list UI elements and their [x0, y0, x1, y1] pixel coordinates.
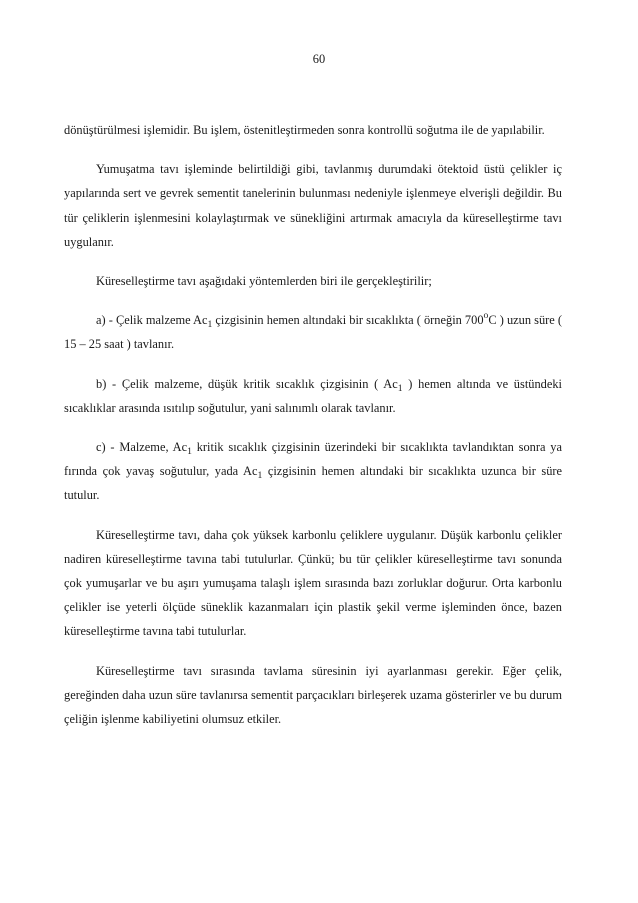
method-b: [64, 372, 562, 420]
method-a-prefix: a) - Çelik malzeme Ac: [96, 313, 208, 328]
method-c-middle: kritik sıcaklık çizgisinin üzerindeki bir sıcaklıkta tavlandıktan sonra ya fırında çok yavaş soğutulur, yada Ac: [64, 440, 562, 479]
method-a-suffix: C ) uzun süre ( 15 – 25 saat ) tavlanır.: [64, 313, 562, 352]
subscript-1: 1: [257, 470, 263, 482]
method-a: [64, 308, 562, 356]
method-c: [64, 435, 562, 508]
paragraph-annealing-time: Küreselleştirme tavı sırasında tavlama süresinin iyi ayarlanması gerekir. Eğer çelik, gereğinden daha uzun süre tavlanırsa sementit parçacıkları birleşerek uzama gösterirler ve bu durum çeliğin işlenme kabiliyetini olumsuz etkiler.: [64, 663, 562, 727]
paragraph-methods-intro: Küreselleştirme tavı aşağıdaki yöntemlerden biri ile gerçekleştirilir;: [96, 274, 432, 289]
degree-superscript: o: [483, 310, 489, 322]
method-a-middle: çizgisinin hemen altındaki bir sıcaklıkta ( örneğin 700: [212, 313, 484, 328]
body-text: [64, 118, 562, 746]
subscript-1: 1: [187, 446, 192, 458]
subscript-1: 1: [397, 382, 403, 394]
method-b-suffix: ) hemen altında ve üstündeki sıcaklıklar arasında ısıtılıp soğutulur, yani salınımlı olarak tavlanır.: [64, 376, 562, 415]
method-b-prefix: b) - Çelik malzeme, düşük kritik sıcaklık çizgisinin ( Ac: [96, 376, 398, 391]
method-c-prefix: c) - Malzeme, Ac: [96, 440, 188, 455]
paragraph-yumusatma: Yumuşatma tavı işleminde belirtildiği gibi, tavlanmış durumdaki ötektoid üstü çelikler iç yapılarında sert ve gevrek sementit tanelerinin bulunması nedeniyle işlenmeye elverişli değildir. Bu tür çeliklerin işlenmesini kolaylaştırmak ve sünekliğini artırmak amacıyla da küreselleştirme tavı uygulanır.: [64, 162, 562, 249]
method-c-suffix: çizgisinin hemen altındaki bir sıcaklıkta uzunca bir süre tutulur.: [64, 464, 563, 503]
page-number: 60: [312, 52, 326, 66]
paragraph-high-carbon: Küreselleştirme tavı, daha çok yüksek karbonlu çeliklere uygulanır. Düşük karbonlu çelikler nadiren küreselleştirme tavına tabi tutulurlar. Çünkü; bu tür çelikler küreselleştirme tavı sonunda çok yumuşarlar ve bu aşırı yumuşama talaşlı işlem sırasında bazı zorluklar doğurur. Orta karbonlu çelikler ise yeterli ölçüde süneklik kazanmaları için plastik şekil verme işleminden önce, bazen küreselleştirme tavına tabi tutulurlar.: [64, 527, 562, 639]
subscript-1: 1: [207, 319, 213, 331]
paragraph-continuation: dönüştürülmesi işlemidir. Bu işlem, östenitleştirmeden sonra kontrollü soğutma ile de yapılabilir.: [64, 123, 545, 137]
